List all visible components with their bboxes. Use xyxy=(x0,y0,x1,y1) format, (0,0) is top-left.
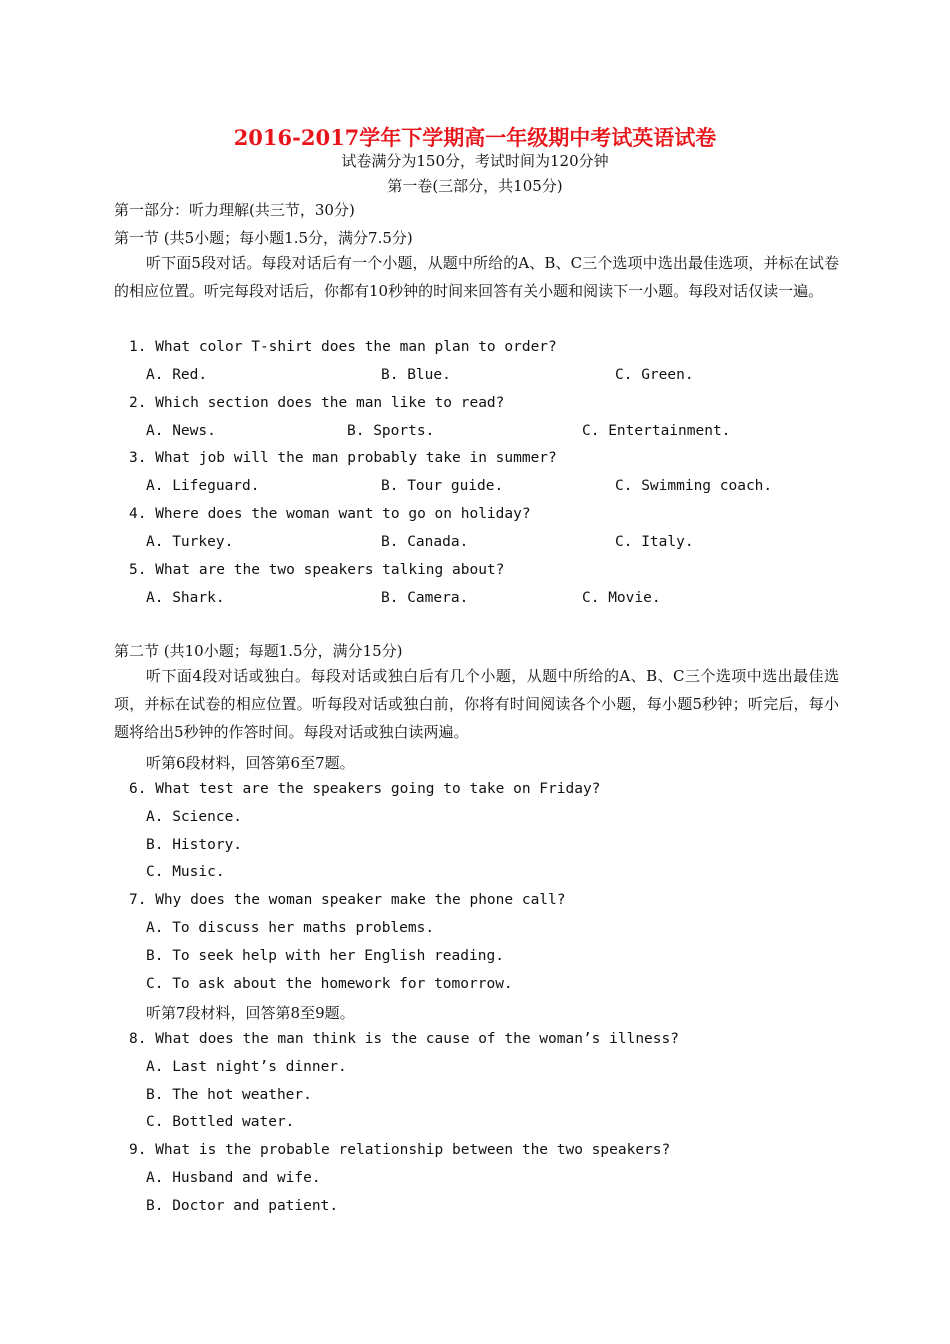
section1-instructions: 听下面5段对话。每段对话后有一个小题，从题中所给的A、B、C三个选项中选出最佳选项，并标在试卷的相应位置。听完每段对话后，你都有10秒钟的时间来回答有关小题和阅读下一小题。每段对话仅读一遍。 xyxy=(114,254,839,300)
q7-option-c: C. To ask about the homework for tomorrow. xyxy=(146,976,513,992)
q5-option-a: A. Shark. xyxy=(146,590,225,606)
q9-option-a: A. Husband and wife. xyxy=(146,1170,321,1186)
section2-instructions: 听下面4段对话或独白。每段对话或独白后有几个小题，从题中所给的A、B、C三个选项中选出最佳选项，并标在试卷的相应位置。听每段对话或独白前，你将有时间阅读各个小题，每小题5秒钟；听完后，每小题将给出5秒钟的作答时间。每段对话或独白读两遍。 xyxy=(114,667,839,741)
q2-option-a: A. News. xyxy=(146,423,216,439)
q4-option-b: B. Canada. xyxy=(381,534,469,550)
q3-option-c: C. Swimming coach. xyxy=(615,478,773,494)
exam-title: 2016-2017学年下学期高一年级期中考试英语试卷 xyxy=(233,125,717,150)
q8-option-b: B. The hot weather. xyxy=(146,1087,312,1103)
q8-option-c: C. Bottled water. xyxy=(146,1114,295,1130)
q4-option-a: A. Turkey. xyxy=(146,534,234,550)
material-7-note: 听第7段材料，回答第8至9题。 xyxy=(146,1004,355,1022)
q1-option-c: C. Green. xyxy=(615,367,694,383)
question-8: 8. What does the man think is the cause of the woman’s illness? xyxy=(129,1031,679,1047)
section2-heading: 第二节 (共10小题；每题1.5分，满分15分) xyxy=(114,642,403,660)
question-4: 4. Where does the woman want to go on holiday? xyxy=(129,506,531,522)
material-6-note: 听第6段材料，回答第6至7题。 xyxy=(146,754,355,772)
q2-option-c: C. Entertainment. xyxy=(582,423,731,439)
q3-option-a: A. Lifeguard. xyxy=(146,478,260,494)
question-9: 9. What is the probable relationship between the two speakers? xyxy=(129,1142,671,1158)
q5-option-b: B. Camera. xyxy=(381,590,469,606)
q6-option-a: A. Science. xyxy=(146,809,243,825)
q6-option-c: C. Music. xyxy=(146,864,225,880)
q1-option-a: A. Red. xyxy=(146,367,208,383)
q2-option-b: B. Sports. xyxy=(347,423,435,439)
q3-option-b: B. Tour guide. xyxy=(381,478,504,494)
section1-heading: 第一节 (共5小题；每小题1.5分，满分7.5分) xyxy=(114,229,413,247)
part1-heading: 第一部分：听力理解(共三节，30分) xyxy=(114,201,355,219)
q8-option-a: A. Last night’s dinner. xyxy=(146,1059,347,1075)
q1-option-b: B. Blue. xyxy=(381,367,451,383)
q9-option-b: B. Doctor and patient. xyxy=(146,1198,339,1214)
question-1: 1. What color T-shirt does the man plan to order? xyxy=(129,339,557,355)
question-7: 7. Why does the woman speaker make the phone call? xyxy=(129,892,566,908)
q5-option-c: C. Movie. xyxy=(582,590,661,606)
q6-option-b: B. History. xyxy=(146,837,243,853)
q7-option-a: A. To discuss her maths problems. xyxy=(146,920,435,936)
question-6: 6. What test are the speakers going to take on Friday? xyxy=(129,781,601,797)
question-5: 5. What are the two speakers talking about? xyxy=(129,562,505,578)
volume-heading: 第一卷(三部分，共105分) xyxy=(387,177,563,195)
question-2: 2. Which section does the man like to read? xyxy=(129,395,505,411)
q7-option-b: B. To seek help with her English reading. xyxy=(146,948,504,964)
q4-option-c: C. Italy. xyxy=(615,534,694,550)
question-3: 3. What job will the man probably take in summer? xyxy=(129,450,557,466)
exam-info: 试卷满分为150分，考试时间为120分钟 xyxy=(341,152,609,170)
